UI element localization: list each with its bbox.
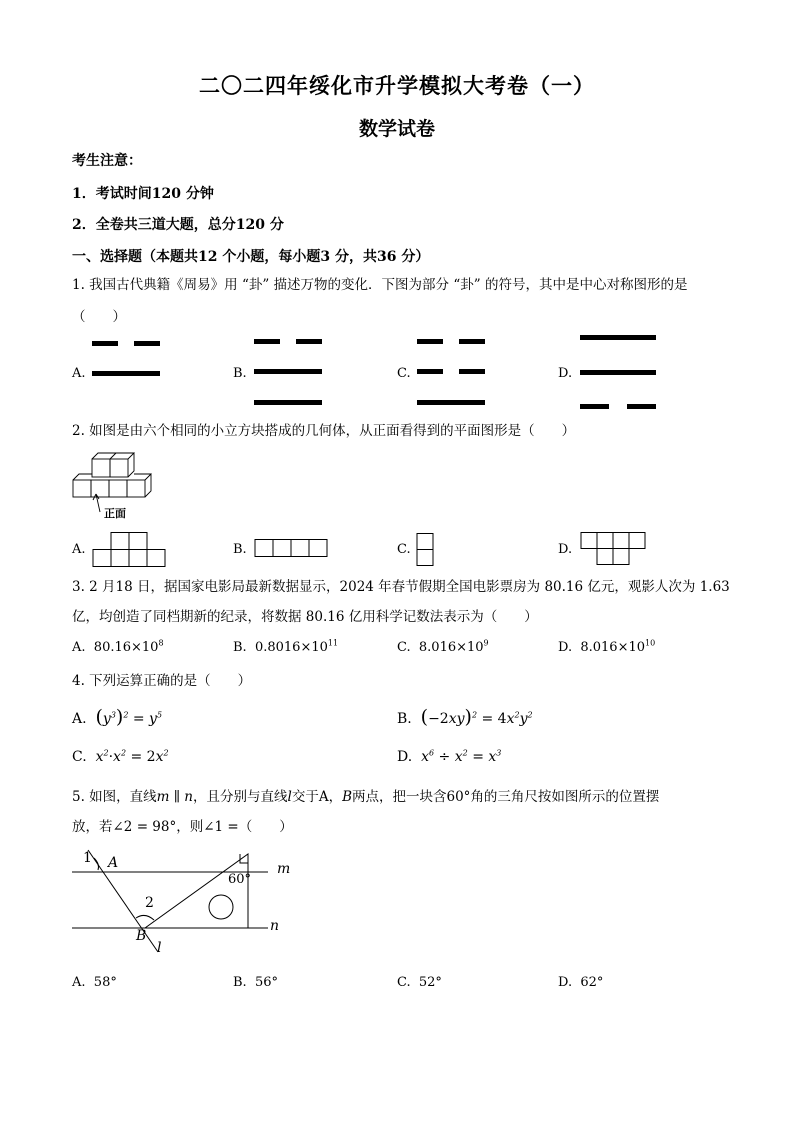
q1-option-a-figure xyxy=(92,338,162,380)
q1-option-b-label: B. xyxy=(233,366,247,381)
q2-option-d-label: D. xyxy=(558,542,573,557)
q5-text-1: 5. 如图，直线 xyxy=(72,789,157,805)
notice-item-2: 2．全卷共三道大题，总分120 分 xyxy=(72,217,284,233)
q1-option-d-figure xyxy=(580,332,658,412)
q4-option-a-label: A. xyxy=(72,711,87,727)
q5-fig-label-2: 2 xyxy=(145,895,154,911)
q5-option-d-value: 62° xyxy=(580,975,604,990)
q4-option-b-label: B. xyxy=(397,711,412,727)
q5-option-b-value: 56° xyxy=(254,975,278,990)
q3-stem-line1: 3. 2 月18 日，据国家电影局最新数据显示，2024 年春节假期全国电影票房为 80.16 亿元，观影人次为 1.63 xyxy=(72,579,730,595)
q4-option-d-label: D. xyxy=(397,749,413,765)
notice-heading: 考生注意： xyxy=(72,153,142,169)
q4-option-c-label: C. xyxy=(72,749,87,765)
q5-text-3: 交于 xyxy=(291,789,319,805)
q3-option-b-base: 0.8016×10 xyxy=(254,640,328,655)
q1-option-c-label: C. xyxy=(397,366,411,381)
q2-option-a-label: A. xyxy=(72,542,86,557)
q3-option-b-label: B. xyxy=(233,640,247,655)
q4-option-a xyxy=(72,706,162,728)
q1-option-d-label: D. xyxy=(558,366,573,381)
q5-angle-1: ∠1 = xyxy=(203,819,239,835)
q5-point-a: A xyxy=(318,789,329,805)
q5-option-d-label: D. xyxy=(558,975,573,990)
q5-text-9: （ ） xyxy=(238,819,293,835)
q5-triangle xyxy=(145,854,248,928)
q1-option-c-figure xyxy=(417,336,487,410)
q3-option-c-label: C. xyxy=(397,640,411,655)
q2-stem: 2. 如图是由六个相同的小立方块搭成的几何体，从正面看得到的平面图形是（ ） xyxy=(72,423,576,439)
q3-option-d xyxy=(558,640,655,655)
q5-point-b: B xyxy=(342,789,352,805)
q5-option-c xyxy=(397,975,442,990)
q1-stem-line2: （ ） xyxy=(72,309,126,325)
q4-option-b xyxy=(397,706,533,728)
q1-option-a-label: A. xyxy=(72,366,86,381)
q5-stem-line1 xyxy=(72,787,659,807)
q5-fig-label-m: m xyxy=(277,861,291,877)
q2-option-b-figure xyxy=(254,539,334,559)
q3-stem-line2: 亿，均创造了同档期新的纪录，将数据 80.16 亿用科学记数法表示为（ ） xyxy=(72,609,538,625)
q2-option-c-figure xyxy=(416,533,436,569)
q5-option-c-label: C. xyxy=(397,975,411,990)
q2-option-c-label: C. xyxy=(397,542,411,557)
q3-option-a-label: A. xyxy=(72,640,86,655)
q4-option-a-expr: $(y^3)^2 = y^5$ xyxy=(95,706,163,728)
q5-fig-label-n: n xyxy=(270,918,280,934)
q5-stem-line2 xyxy=(72,817,293,837)
q5-fig-label-60: 60° xyxy=(228,872,252,887)
q2-front-label: 正面 xyxy=(104,507,126,520)
q5-option-c-value: 52° xyxy=(418,975,442,990)
q4-option-d xyxy=(397,749,501,765)
q3-option-b xyxy=(233,640,338,655)
q3-option-c-exp: 9 xyxy=(483,638,489,648)
q5-text-6: 角的三角尺按如图所示的位置摆 xyxy=(470,789,660,805)
q5-option-d xyxy=(558,975,603,990)
q5-text-2: ，且分别与直线 xyxy=(193,789,288,805)
q3-option-d-exp: 10 xyxy=(645,638,656,648)
q5-text-4: ， xyxy=(328,789,343,805)
q5-option-b xyxy=(233,975,278,990)
q3-option-d-label: D. xyxy=(558,640,573,655)
q4-option-b-expr: $(-2xy)^2 = 4x^2y^2$ xyxy=(420,706,533,728)
q3-option-a-exp: 8 xyxy=(158,638,164,648)
q1-stem-line1: 1. 我国古代典籍《周易》用 “卦” 描述万物的变化．下图为部分 “卦” 的符号，其中是中心对称图形的是 xyxy=(72,277,688,293)
notice-item-1: 1．考试时间120 分钟 xyxy=(72,186,214,202)
q5-text-5: 两点，把一块含 xyxy=(352,789,447,805)
q5-angle2-arc xyxy=(136,915,154,920)
q5-triangle-hole xyxy=(209,895,233,919)
q5-fig-label-1: 1 xyxy=(83,850,92,866)
q2-option-b-label: B. xyxy=(233,542,247,557)
q4-option-c-expr: $x^2\cdot x^2 = 2x^2$ xyxy=(95,748,169,765)
q3-option-c-base: 8.016×10 xyxy=(418,640,484,655)
q5-line-l: l xyxy=(287,789,292,805)
q5-option-a-value: 58° xyxy=(93,975,117,990)
q3-option-b-exp: 11 xyxy=(327,638,339,648)
q2-solid-figure xyxy=(70,450,160,510)
q5-fig-label-l: l xyxy=(157,940,162,956)
q5-fig-label-b: B xyxy=(136,928,147,944)
q4-option-d-expr: $x^6 \div x^2 = x^3$ xyxy=(421,748,502,765)
exam-subject: 数学试卷 xyxy=(358,118,435,140)
q5-fig-label-a: A xyxy=(108,855,119,871)
q5-geometry-figure xyxy=(70,848,300,963)
q3-option-a xyxy=(72,640,164,655)
q5-text-8: ，则 xyxy=(176,819,204,835)
q5-angle-2: ∠2 = 98° xyxy=(112,819,177,835)
section-heading: 一、选择题（本题共12 个小题，每小题3 分，共36 分） xyxy=(72,249,430,265)
q3-option-a-base: 80.16×10 xyxy=(93,640,159,655)
q2-option-d-figure xyxy=(580,532,650,570)
q3-option-c xyxy=(397,640,489,655)
q5-parallel: m ∥ n xyxy=(156,789,193,805)
q4-stem: 4. 下列运算正确的是（ ） xyxy=(72,673,252,689)
q5-option-a xyxy=(72,975,117,990)
q5-angle-60: 60° xyxy=(446,789,471,805)
q5-text-7: 放，若 xyxy=(72,819,113,835)
q4-option-c xyxy=(72,749,169,765)
q2-option-a-figure xyxy=(91,532,171,570)
q3-option-d-base: 8.016×10 xyxy=(580,640,646,655)
q1-option-b-figure xyxy=(254,336,324,410)
q5-option-b-label: B. xyxy=(233,975,247,990)
exam-title: 二〇二四年绥化市升学模拟大考卷（一） xyxy=(199,73,595,98)
q5-option-a-label: A. xyxy=(72,975,86,990)
